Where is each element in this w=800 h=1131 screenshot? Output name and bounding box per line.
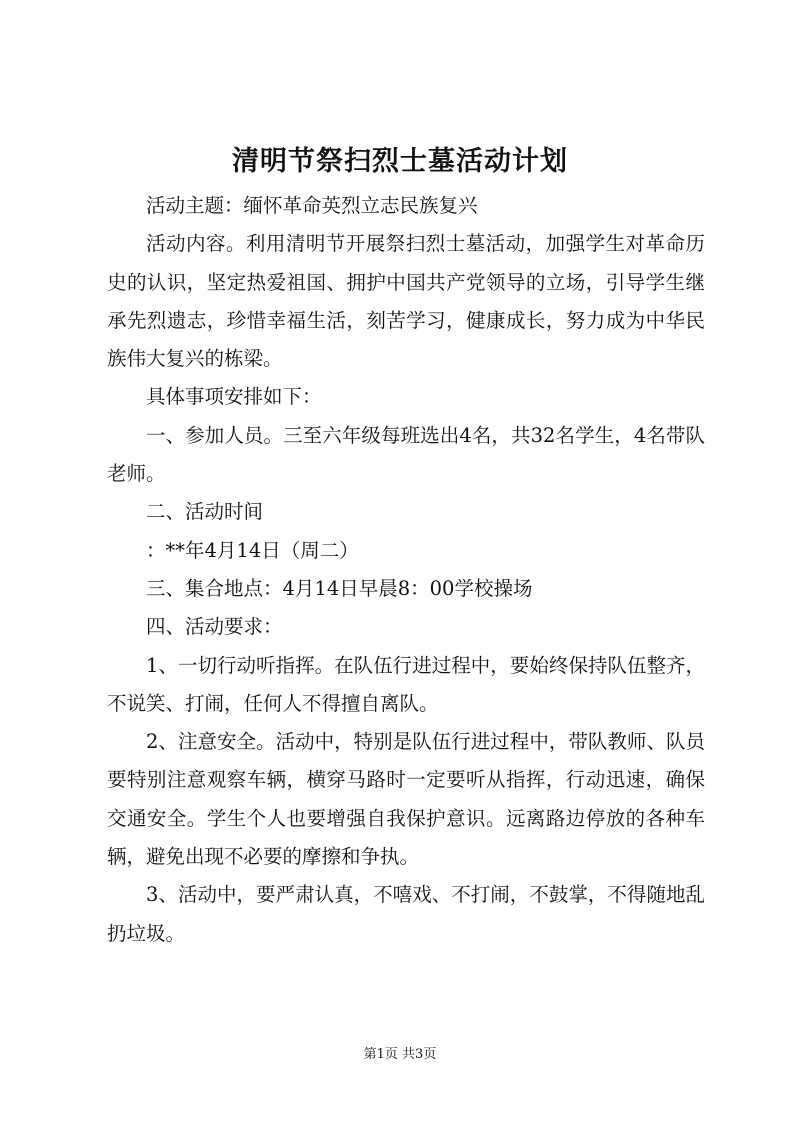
- page-number-footer: 第1页 共3页: [363, 1047, 437, 1062]
- paragraph-theme: 活动主题：缅怀革命英烈立志民族复兴: [146, 194, 478, 217]
- paragraph-participants: 一、参加人员。三至六年级每班选出4名，共32名学生，4名带队老师。: [107, 423, 705, 486]
- paragraph-time-value: ：**年4月14日（周二）: [146, 538, 359, 562]
- paragraph-content: 活动内容。利用清明节开展祭扫烈士墓活动，加强学生对革命历史的认识，坚定热爱祖国、拥护中国共产党领导的立场，引导学生继承先烈遗志，珍惜幸福生活，刻苦学习，健康成长，努力成为中华民族伟大复兴的栋梁。: [107, 232, 705, 371]
- paragraph-time-heading: 二、活动时间: [146, 500, 264, 524]
- paragraph-requirement-3: 3、活动中，要严肃认真，不嘻戏、不打闹，不鼓掌，不得随地乱扔垃圾。: [107, 883, 705, 945]
- document-title: 清明节祭扫烈士墓活动计划: [232, 146, 568, 177]
- paragraph-requirements-heading: 四、活动要求：: [146, 615, 283, 639]
- paragraph-requirement-2: 2、注意安全。活动中，特别是队伍行进过程中，带队教师、队员要特别注意观察车辆，横穿马路时一定要听从指挥，行动迅速，确保交通安全。学生个人也要增强自我保护意识。远离路边停放的各种车辆，避免出现不必要的摩擦和争执。: [107, 730, 705, 869]
- paragraph-requirement-1: 1、一切行动听指挥。在队伍行进过程中，要始终保持队伍整齐，不说笑、打闹，任何人不得擅自离队。: [107, 653, 705, 715]
- paragraph-meeting-place: 三、集合地点：4月14日早晨8：00学校操场: [146, 576, 533, 600]
- document-body: [107, 187, 705, 953]
- paragraph-arrangement-intro: 具体事项安排如下：: [146, 385, 322, 409]
